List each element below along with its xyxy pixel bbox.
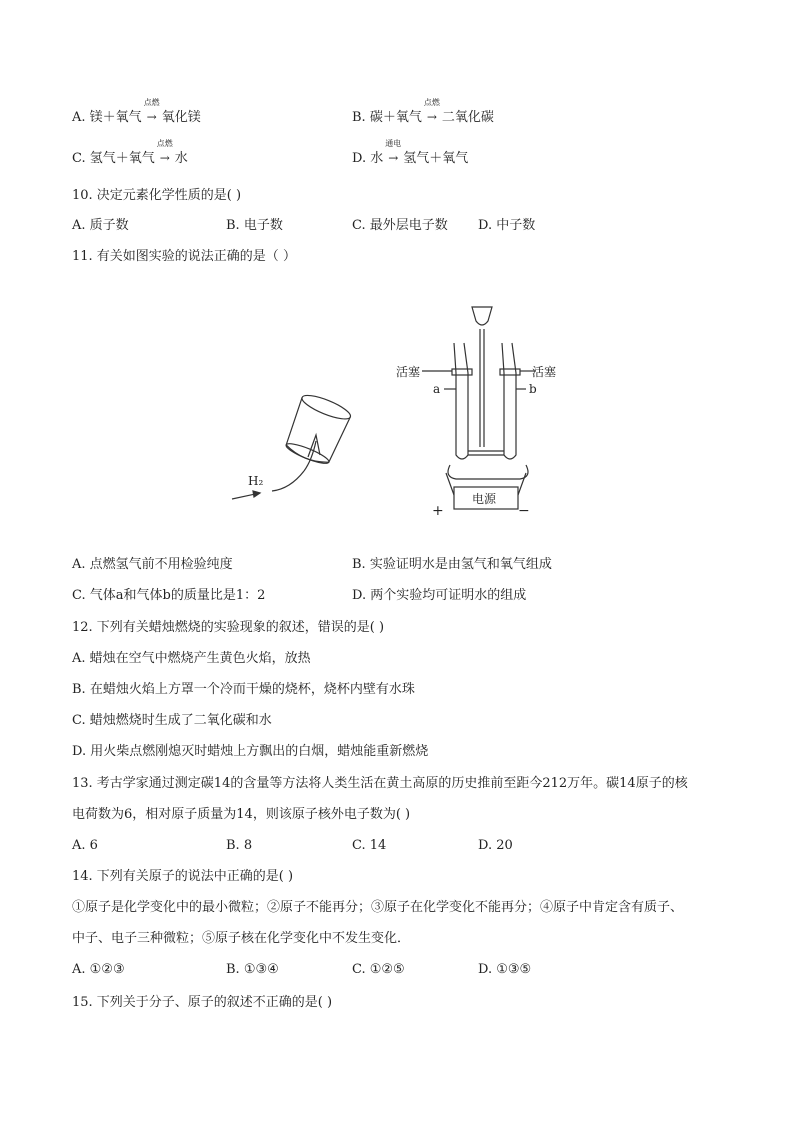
left-tube: [454, 343, 468, 459]
q14-option-a: A. ①②③: [72, 962, 125, 977]
power-label: 电源: [472, 492, 497, 506]
reaction-arrow: 点燃 →: [423, 98, 440, 124]
q11-option-d: D. 两个实验均可证明水的组成: [352, 588, 527, 603]
option-letter: C.: [72, 151, 86, 166]
q13-stem-line2: 电荷数为6，相对原子质量为14，则该原子核外电子数为( ): [72, 807, 411, 822]
q14-option-c: C. ①②⑤: [352, 962, 405, 977]
reaction-condition: 点燃: [143, 98, 160, 107]
electrolysis-apparatus: [422, 307, 536, 509]
q14-body-line2: 中子、电子三种微粒；⑤原子核在化学变化中不发生变化．: [72, 931, 411, 946]
q9-option-a: [72, 98, 201, 127]
q14-stem: 14. 下列有关原子的说法中正确的是( ): [72, 869, 294, 884]
gas-tube: [304, 441, 316, 471]
q12-option-a: A. 蜡烛在空气中燃烧产生黄色火焰，放热: [72, 651, 311, 666]
option-letter: D.: [352, 151, 367, 166]
flame: [308, 435, 320, 457]
q10-option-d: D. 中子数: [478, 218, 536, 233]
q15-stem: 15. 下列关于分子、原子的叙述不正确的是( ): [72, 995, 333, 1010]
tube-a-label: a: [433, 382, 441, 396]
q11-option-c: C. 气体a和气体b的质量比是1：2: [72, 588, 266, 603]
products: 氢气＋氧气: [403, 151, 469, 166]
q11-option-a: A. 点燃氢气前不用检验纯度: [72, 557, 233, 572]
q14-option-d: D. ①③⑤: [478, 962, 532, 977]
option-letter: B.: [352, 110, 366, 125]
q14-option-b: B. ①③④: [226, 962, 279, 977]
q13-stem-line1: 13. 考古学家通过测定碳14的含量等方法将人类生活在黄土高原的历史推前至距今212万年。碳14原子的核: [72, 776, 688, 791]
right-tube: [502, 343, 516, 459]
q13-option-d: D. 20: [478, 838, 513, 853]
arrow-head: [253, 491, 260, 497]
reaction-arrow: 点燃 →: [143, 98, 160, 124]
stand-base: [448, 465, 528, 479]
tube-b-label: b: [529, 382, 537, 396]
q11-figure: [220, 295, 580, 525]
q12-option-c: C. 蜡烛燃烧时生成了二氧化碳和水: [72, 713, 272, 728]
reaction-condition: 通电: [385, 139, 402, 148]
beaker-rim: [300, 391, 353, 423]
q13-option-c: C. 14: [352, 838, 387, 853]
q10-stem: 10. 决定元素化学性质的是( ): [72, 188, 242, 203]
reaction-condition: 点燃: [156, 139, 173, 148]
q14-body-line1: ①原子是化学变化中的最小微粒；②原子不能再分；③原子在化学变化不能再分；④原子中肯定含有质子、: [72, 900, 684, 915]
q9-option-b: [352, 98, 494, 127]
plus-terminal: +: [432, 503, 444, 519]
reaction-condition: 点燃: [423, 98, 440, 107]
reactants: 氢气＋氧气: [89, 151, 155, 166]
stopcock-left: [452, 369, 472, 375]
products: 二氧化碳: [441, 110, 494, 125]
q11-stem: 11. 有关如图实验的说法正确的是（ ）: [72, 249, 296, 264]
valve-left-label: 活塞: [396, 365, 421, 379]
funnel: [472, 307, 492, 325]
minus-terminal: −: [518, 503, 530, 519]
q13-option-a: A. 6: [72, 838, 98, 853]
q10-option-c: C. 最外层电子数: [352, 218, 448, 233]
q12-option-b: B. 在蜡烛火焰上方罩一个冷而干燥的烧杯，烧杯内壁有水珠: [72, 682, 415, 697]
q11-option-b: B. 实验证明水是由氢气和氧气组成: [352, 557, 552, 572]
option-letter: A.: [72, 110, 86, 125]
h2-label: H₂: [248, 474, 264, 488]
reactants: 水: [370, 151, 384, 166]
q9-option-d: [352, 139, 469, 168]
q10-option-a: A. 质子数: [72, 218, 129, 233]
gas-tube-bend: [272, 471, 304, 491]
reactants: 镁＋氧气: [89, 110, 142, 125]
q9-option-c: [72, 139, 188, 168]
q12-option-d: D. 用火柴点燃刚熄灭时蜡烛上方飘出的白烟，蜡烛能重新燃烧: [72, 744, 429, 759]
beaker: [282, 397, 351, 467]
wire-right: [518, 473, 526, 495]
valve-right-label: 活塞: [532, 365, 557, 379]
reaction-arrow: 点燃 →: [156, 139, 173, 165]
reaction-arrow: 通电 →: [385, 139, 402, 165]
beaker-bottom: [284, 440, 330, 467]
q10-option-b: B. 电子数: [226, 218, 283, 233]
products: 水: [174, 151, 188, 166]
q13-option-b: B. 8: [226, 838, 253, 853]
stopcock-right: [500, 369, 520, 375]
reactants: 碳＋氧气: [369, 110, 422, 125]
q12-stem: 12. 下列有关蜡烛燃烧的实验现象的叙述，错误的是( ): [72, 620, 385, 635]
products: 氧化镁: [161, 110, 201, 125]
